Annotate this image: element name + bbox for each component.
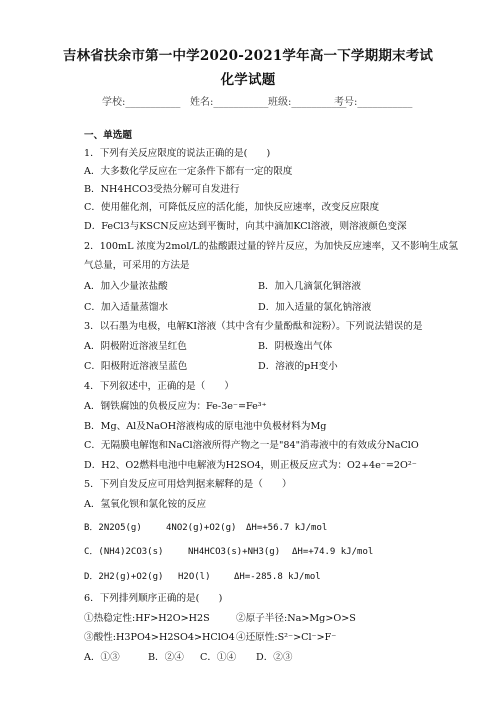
question-6-item-4: ④还原性:S²⁻>Cl⁻>F⁻ — [236, 632, 337, 643]
question-2-stem-line1: 2．100mL 浓度为2mol/L的盐酸跟过量的锌片反应，为加快反应速率，又不影响生成氢 — [84, 241, 458, 252]
question-1-stem: 1．下列有关反应限度的说法正确的是( ) — [84, 148, 271, 159]
question-2-option-b: B．加入几滴氯化铜溶液 — [258, 281, 361, 292]
exam-title-line1: 吉林省扶余市第一中学2020-2021学年高一下学期期末考试 — [62, 48, 434, 64]
question-6-item-1: ①热稳定性:HF>H2O>H2S — [84, 613, 210, 624]
question-5-option-b-product: 4NO2(g)+O2(g) — [166, 523, 237, 533]
question-2-option-a: A．加入少量浓盐酸 — [84, 281, 168, 292]
question-4-option-c: C．无隔膜电解饱和NaCl溶液所得产物之一是"84"消毒液中的有效成分NaClO — [84, 440, 419, 451]
question-4-option-a: A．钢铁腐蚀的负极反应为：Fe-3e⁻=Fe³⁺ — [84, 401, 267, 412]
class-field: 班级:___________ — [268, 97, 347, 108]
question-3-option-d: D．溶液的pH变小 — [258, 361, 338, 372]
question-4-option-d: D．H2、O2燃料电池中电解液为H2SO4，则正极反应式为：O2+4e⁻=2O²⁻ — [84, 460, 417, 471]
question-3-option-b: B．阴极逸出气体 — [258, 341, 333, 352]
question-3-option-c: C．阳极附近溶液呈蓝色 — [84, 361, 188, 372]
question-3-option-a: A．阴极附近溶液呈红色 — [84, 341, 187, 352]
question-6-option-a: A．①③ — [84, 652, 120, 663]
question-5-option-a: A．氢氧化钡和氯化铵的反应 — [84, 499, 207, 510]
question-2-option-d: D．加入适量的氯化钠溶液 — [258, 302, 372, 313]
question-5-option-c-enthalpy: ΔH=+74.9 kJ/mol — [292, 547, 374, 557]
question-6-option-b: B．②④ — [148, 652, 184, 663]
question-6-item-2: ②原子半径:Na>Mg>O>S — [236, 613, 356, 624]
question-2-option-c: C．加入适量蒸馏水 — [84, 302, 169, 313]
question-3-stem: 3．以石墨为电极，电解KI溶液（其中含有少量酚酞和淀粉）。下列说法错误的是 — [84, 321, 423, 332]
question-6-option-c: C．①④ — [200, 652, 237, 663]
question-1-option-d: D．FeCl3与KSCN反应达到平衡时，向其中滴加KCl溶液，则溶液颜色变深 — [84, 221, 407, 232]
question-5-option-b-reactant: B．2N2O5(g) — [84, 523, 142, 533]
question-1-option-a: A．大多数化学反应在一定条件下都有一定的限度 — [84, 166, 293, 177]
question-2-stem-line2: 气总量，可采用的方法是 — [84, 260, 190, 271]
question-6-option-d: D．②③ — [256, 652, 293, 663]
question-5-option-b-enthalpy: ΔH=+56.7 kJ/mol — [246, 523, 328, 533]
question-4-stem: 4．下列叙述中，正确的是（ ） — [84, 381, 235, 392]
question-6-stem: 6．下列排列顺序正确的是( ) — [84, 593, 223, 604]
exam-number-field: 考号:___________ — [334, 97, 413, 108]
section-heading: 一、单选题 — [84, 130, 132, 141]
question-5-stem: 5．下列自发反应可用焓判据来解释的是（ ） — [84, 479, 292, 490]
school-field: 学校:___________ — [102, 97, 181, 108]
question-5-option-d-reactant: D．2H2(g)+O2(g) — [84, 572, 164, 582]
question-1-option-c: C．使用催化剂，可降低反应的活化能，加快反应速率，改变反应限度 — [84, 202, 380, 213]
question-5-option-d-product: H2O(l) — [178, 572, 211, 582]
name-field: 姓名:___________ — [190, 97, 269, 108]
question-4-option-b: B．Mg、Al及NaOH溶液构成的原电池中负极材料为Mg — [84, 421, 327, 432]
question-6-item-3: ③酸性:H3PO4>H2SO4>HClO4 — [84, 632, 235, 643]
question-5-option-d-enthalpy: ΔH=-285.8 kJ/mol — [234, 572, 321, 582]
question-5-option-c-product: NH4HCO3(s)+NH3(g) — [188, 547, 281, 557]
exam-title-line2: 化学试题 — [220, 72, 276, 88]
question-1-option-b: B．NH4HCO3受热分解可自发进行 — [84, 184, 240, 195]
question-5-option-c-reactant: C．(NH4)2CO3(s) — [84, 547, 164, 557]
